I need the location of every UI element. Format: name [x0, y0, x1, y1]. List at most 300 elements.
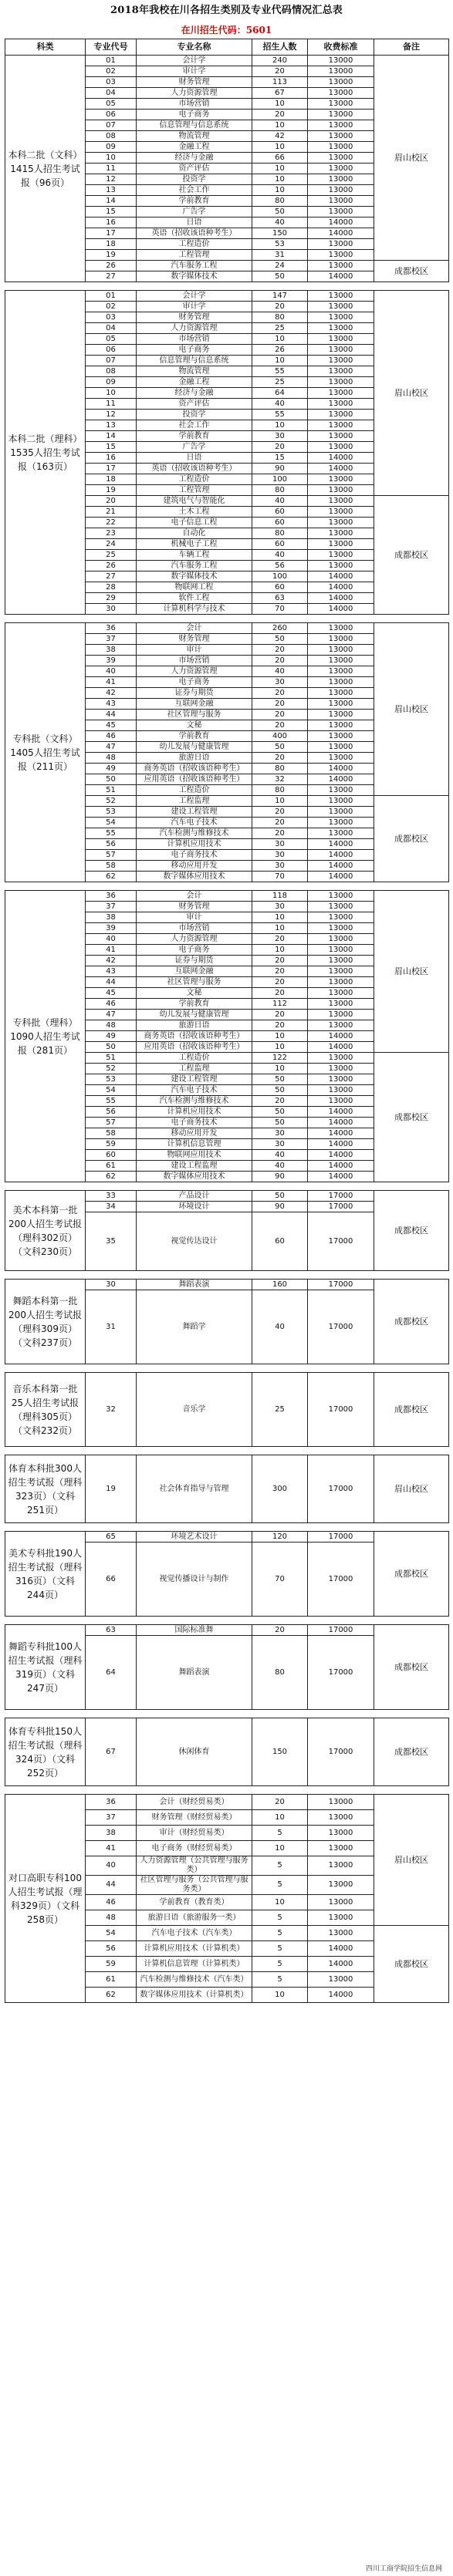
fee-cell: 17000 — [308, 1202, 374, 1212]
major-name-cell: 文秘 — [137, 720, 252, 731]
major-name-cell: 金融工程 — [137, 377, 252, 388]
fee-cell: 14000 — [308, 572, 374, 582]
major-code-cell: 14 — [86, 196, 137, 207]
major-code-cell: 45 — [86, 988, 137, 999]
quota-cell: 80 — [252, 528, 308, 539]
fee-cell: 14000 — [308, 850, 374, 861]
quota-cell: 80 — [252, 312, 308, 323]
fee-cell: 14000 — [308, 764, 374, 774]
category-cell: 对口高职专科100人招生考试报（理科329页）（文科258页） — [5, 1795, 86, 2003]
major-code-cell: 01 — [86, 291, 137, 302]
major-code-cell: 41 — [86, 945, 137, 956]
major-name-cell: 工程管理 — [137, 485, 252, 496]
fee-cell: 13000 — [308, 261, 374, 271]
major-name-cell: 汽车检测与维修技术（汽车类） — [137, 1972, 252, 1988]
quota-cell: 26 — [252, 345, 308, 356]
major-name-cell: 视觉传播设计与制作 — [137, 1543, 252, 1617]
major-name-cell: 人力资源管理（公共管理与服务类） — [137, 1856, 252, 1876]
major-name-cell: 汽车电子技术（汽车类） — [137, 1926, 252, 1941]
fee-cell: 17000 — [308, 1636, 374, 1710]
fee-cell: 13000 — [308, 550, 374, 561]
campus-remark-cell: 成都校区 — [374, 261, 449, 282]
major-name-cell: 市场营销 — [137, 99, 252, 110]
quota-cell: 10 — [252, 923, 308, 934]
fee-cell: 14000 — [308, 861, 374, 872]
major-code-cell: 16 — [86, 453, 137, 464]
quota-cell: 100 — [252, 572, 308, 582]
major-code-cell: 20 — [86, 496, 137, 507]
table-row — [5, 1373, 449, 1447]
summary-table — [5, 39, 449, 2003]
major-code-cell: 24 — [86, 539, 137, 550]
major-code-cell: 62 — [86, 872, 137, 882]
fee-cell: 13000 — [308, 323, 374, 334]
fee-cell: 13000 — [308, 828, 374, 839]
major-code-cell: 57 — [86, 1118, 137, 1128]
major-name-cell: 工程造价 — [137, 1053, 252, 1064]
quota-cell: 30 — [252, 431, 308, 442]
fee-cell: 13000 — [308, 1053, 374, 1064]
fee-cell: 17000 — [308, 1718, 374, 1786]
major-name-cell: 英语（招收该语种考生） — [137, 464, 252, 474]
section-gap — [5, 282, 449, 291]
major-name-cell: 资产评估 — [137, 164, 252, 174]
major-name-cell: 学前教育（教育类） — [137, 1895, 252, 1910]
header-row — [5, 39, 449, 56]
table-row — [5, 1455, 449, 1523]
section-gap-cell — [5, 882, 449, 891]
major-code-cell: 21 — [86, 507, 137, 518]
major-name-cell: 人力资源管理 — [137, 323, 252, 334]
quota-cell: 50 — [252, 1085, 308, 1096]
major-code-cell: 44 — [86, 977, 137, 988]
major-name-cell: 物联网工程 — [137, 582, 252, 593]
campus-remark-cell: 眉山校区 — [374, 291, 449, 496]
quota-cell: 15 — [252, 453, 308, 464]
quota-cell: 10 — [252, 1895, 308, 1910]
quota-cell: 10 — [252, 174, 308, 185]
section-gap-cell — [5, 615, 449, 623]
quota-cell: 20 — [252, 66, 308, 77]
fee-cell: 13000 — [308, 56, 374, 66]
major-code-cell: 59 — [86, 1957, 137, 1972]
fee-cell: 13000 — [308, 807, 374, 818]
major-code-cell: 39 — [86, 923, 137, 934]
quota-cell: 80 — [252, 1636, 308, 1710]
fee-cell: 14000 — [308, 464, 374, 474]
major-code-cell: 51 — [86, 785, 137, 796]
quota-cell: 5 — [252, 1926, 308, 1941]
section-gap — [5, 1523, 449, 1532]
table-row — [5, 56, 449, 66]
fee-cell: 17000 — [308, 1455, 374, 1523]
major-name-cell: 机械电子工程 — [137, 539, 252, 550]
quota-cell: 10 — [252, 1042, 308, 1053]
fee-cell: 13000 — [308, 891, 374, 902]
fee-cell: 13000 — [308, 645, 374, 656]
summary-table-wrap — [5, 39, 448, 2003]
major-code-cell: 17 — [86, 228, 137, 239]
major-name-cell: 工程造价 — [137, 239, 252, 250]
fee-cell: 14000 — [308, 604, 374, 615]
quota-cell: 10 — [252, 334, 308, 345]
major-name-cell: 会计学 — [137, 291, 252, 302]
fee-cell: 13000 — [308, 956, 374, 966]
section-gap — [5, 1710, 449, 1718]
fee-cell: 17000 — [308, 1373, 374, 1447]
major-code-cell: 51 — [86, 1053, 137, 1064]
quota-cell: 56 — [252, 561, 308, 572]
major-name-cell: 工程造价 — [137, 785, 252, 796]
major-name-cell: 学前教育 — [137, 999, 252, 1010]
fee-cell: 13000 — [308, 356, 374, 366]
major-code-cell: 07 — [86, 120, 137, 131]
campus-remark-cell: 眉山校区 — [374, 56, 449, 261]
fee-cell: 14000 — [308, 582, 374, 593]
major-code-cell: 28 — [86, 582, 137, 593]
major-code-cell: 01 — [86, 56, 137, 66]
major-name-cell: 会计（财经贸易类） — [137, 1795, 252, 1810]
fee-cell: 13000 — [308, 1096, 374, 1107]
quota-cell: 53 — [252, 239, 308, 250]
major-code-cell: 38 — [86, 1826, 137, 1841]
quota-cell: 10 — [252, 99, 308, 110]
section-gap-cell — [5, 1271, 449, 1280]
major-name-cell: 财务管理 — [137, 77, 252, 88]
major-name-cell: 旅游日语 — [137, 753, 252, 764]
major-name-cell: 数字媒体应用技术（计算机类） — [137, 1988, 252, 2003]
major-code-cell: 36 — [86, 1795, 137, 1810]
major-name-cell: 经济与金融 — [137, 153, 252, 164]
major-name-cell: 资产评估 — [137, 399, 252, 410]
major-name-cell: 工程监理 — [137, 796, 252, 807]
section-gap — [5, 1447, 449, 1455]
quota-cell: 25 — [252, 1373, 308, 1447]
fee-cell: 13000 — [308, 207, 374, 217]
header-remark: 备注 — [374, 39, 449, 56]
quota-cell: 20 — [252, 807, 308, 818]
fee-cell: 13000 — [308, 388, 374, 399]
quota-cell: 30 — [252, 861, 308, 872]
fee-cell: 13000 — [308, 677, 374, 688]
major-name-cell: 汽车服务工程 — [137, 561, 252, 572]
quota-cell: 50 — [252, 271, 308, 282]
fee-cell: 13000 — [308, 377, 374, 388]
major-code-cell: 09 — [86, 142, 137, 153]
major-name-cell: 国际标准舞 — [137, 1625, 252, 1636]
fee-cell: 14000 — [308, 1150, 374, 1161]
header-code: 专业代号 — [86, 39, 137, 56]
fee-cell: 13000 — [308, 688, 374, 699]
category-cell: 美术本科第一批200人招生考试报（理科302页）（文科230页） — [5, 1191, 86, 1271]
major-code-cell: 11 — [86, 164, 137, 174]
major-code-cell: 32 — [86, 1373, 137, 1447]
campus-remark-cell: 成都校区 — [374, 1625, 449, 1710]
fee-cell: 13000 — [308, 731, 374, 742]
fee-cell: 13000 — [308, 710, 374, 720]
quota-cell: 50 — [252, 634, 308, 645]
fee-cell: 13000 — [308, 302, 374, 312]
fee-cell: 13000 — [308, 999, 374, 1010]
major-code-cell: 53 — [86, 1074, 137, 1085]
major-name-cell: 财务管理 — [137, 902, 252, 912]
major-code-cell: 33 — [86, 1191, 137, 1202]
fee-cell: 13000 — [308, 623, 374, 634]
quota-cell: 40 — [252, 1161, 308, 1172]
major-code-cell: 43 — [86, 966, 137, 977]
quota-cell: 50 — [252, 1118, 308, 1128]
quota-cell: 20 — [252, 1020, 308, 1031]
campus-remark-cell: 眉山校区 — [374, 1455, 449, 1523]
major-name-cell: 审计学 — [137, 66, 252, 77]
fee-cell: 14000 — [308, 1172, 374, 1182]
fee-cell: 13000 — [308, 1895, 374, 1910]
fee-cell: 13000 — [308, 399, 374, 410]
major-code-cell: 07 — [86, 356, 137, 366]
quota-cell: 20 — [252, 699, 308, 710]
major-name-cell: 证券与期货 — [137, 688, 252, 699]
quota-cell: 55 — [252, 410, 308, 420]
major-name-cell: 互联网金融 — [137, 699, 252, 710]
quota-cell: 300 — [252, 1455, 308, 1523]
fee-cell: 13000 — [308, 1826, 374, 1841]
fee-cell: 17000 — [308, 1543, 374, 1617]
quota-cell: 20 — [252, 977, 308, 988]
major-name-cell: 市场营销 — [137, 656, 252, 666]
quota-cell: 64 — [252, 388, 308, 399]
fee-cell: 13000 — [308, 1795, 374, 1810]
quota-cell: 150 — [252, 1718, 308, 1786]
major-code-cell: 48 — [86, 753, 137, 764]
major-name-cell: 审计 — [137, 645, 252, 656]
major-name-cell: 视觉传达设计 — [137, 1212, 252, 1271]
fee-cell: 17000 — [308, 1212, 374, 1271]
fee-cell: 14000 — [308, 1042, 374, 1053]
fee-cell: 17000 — [308, 1191, 374, 1202]
quota-cell: 40 — [252, 1290, 308, 1364]
major-name-cell: 英语（招收该语种考生） — [137, 228, 252, 239]
major-name-cell: 建设工程管理 — [137, 807, 252, 818]
fee-cell: 14000 — [308, 774, 374, 785]
quota-cell: 24 — [252, 261, 308, 271]
quota-cell: 5 — [252, 1856, 308, 1876]
category-cell: 舞蹈本科第一批200人招生考试报（理科309页）（文科237页） — [5, 1280, 86, 1364]
quota-cell: 50 — [252, 207, 308, 217]
quota-cell: 25 — [252, 323, 308, 334]
quota-cell: 40 — [252, 399, 308, 410]
fee-cell: 13000 — [308, 66, 374, 77]
quota-cell: 5 — [252, 1910, 308, 1926]
major-code-cell: 40 — [86, 934, 137, 945]
major-code-cell: 57 — [86, 850, 137, 861]
major-name-cell: 电子商务 — [137, 677, 252, 688]
major-name-cell: 软件工程 — [137, 593, 252, 604]
fee-cell: 14000 — [308, 228, 374, 239]
fee-cell: 13000 — [308, 912, 374, 923]
major-code-cell: 48 — [86, 1020, 137, 1031]
quota-cell: 80 — [252, 785, 308, 796]
category-cell: 专科批（文科）1405人招生考试报（211页） — [5, 623, 86, 882]
major-code-cell: 12 — [86, 410, 137, 420]
major-code-cell: 10 — [86, 388, 137, 399]
major-name-cell: 电子商务 — [137, 345, 252, 356]
fee-cell: 17000 — [308, 1625, 374, 1636]
major-code-cell: 44 — [86, 1876, 137, 1895]
major-code-cell: 06 — [86, 110, 137, 120]
quota-cell: 5 — [252, 1957, 308, 1972]
section-gap — [5, 615, 449, 623]
quota-cell: 10 — [252, 945, 308, 956]
fee-cell: 13000 — [308, 131, 374, 142]
major-name-cell: 工程造价 — [137, 474, 252, 485]
major-code-cell: 22 — [86, 518, 137, 528]
quota-cell: 10 — [252, 120, 308, 131]
fee-cell: 14000 — [308, 1941, 374, 1957]
quota-cell: 40 — [252, 1150, 308, 1161]
fee-cell: 13000 — [308, 1926, 374, 1941]
fee-cell: 13000 — [308, 656, 374, 666]
fee-cell: 13000 — [308, 966, 374, 977]
category-cell: 专科批（理科）1090人招生考试报（281页） — [5, 891, 86, 1182]
quota-cell: 240 — [252, 56, 308, 66]
category-cell: 本科二批（理科）1535人招生考试报（163页） — [5, 291, 86, 615]
category-cell: 音乐本科第一批25人招生考试报（理科305页）（文科232页） — [5, 1373, 86, 1447]
header-fee: 收费标准 — [308, 39, 374, 56]
quota-cell: 70 — [252, 1543, 308, 1617]
major-code-cell: 30 — [86, 604, 137, 615]
quota-cell: 147 — [252, 291, 308, 302]
quota-cell: 10 — [252, 356, 308, 366]
quota-cell: 10 — [252, 796, 308, 807]
fee-cell: 13000 — [308, 312, 374, 323]
major-name-cell: 学前教育 — [137, 731, 252, 742]
fee-cell: 13000 — [308, 1064, 374, 1074]
campus-remark-cell: 成都校区 — [374, 1373, 449, 1447]
quota-cell: 5 — [252, 1972, 308, 1988]
major-name-cell: 舞蹈学 — [137, 1290, 252, 1364]
quota-cell: 10 — [252, 142, 308, 153]
section-gap-cell — [5, 1364, 449, 1373]
quota-cell: 60 — [252, 1212, 308, 1271]
major-name-cell: 社区管理与服务 — [137, 977, 252, 988]
fee-cell: 13000 — [308, 420, 374, 431]
category-cell: 体育专科批150人招生考试报（理科324页）（文科252页） — [5, 1718, 86, 1786]
fee-cell: 13000 — [308, 99, 374, 110]
table-row — [5, 1191, 449, 1202]
quota-cell: 31 — [252, 250, 308, 261]
campus-remark-cell: 成都校区 — [374, 1053, 449, 1182]
fee-cell: 17000 — [308, 1532, 374, 1543]
header-major: 专业名称 — [137, 39, 252, 56]
fee-cell: 13000 — [308, 1876, 374, 1895]
major-code-cell: 09 — [86, 377, 137, 388]
table-row — [5, 623, 449, 634]
section-gap — [5, 1271, 449, 1280]
quota-cell: 20 — [252, 1795, 308, 1810]
section-gap-cell — [5, 1182, 449, 1191]
quota-cell: 50 — [252, 1191, 308, 1202]
quota-cell: 113 — [252, 77, 308, 88]
quota-cell: 25 — [252, 377, 308, 388]
quota-cell: 20 — [252, 934, 308, 945]
quota-cell: 20 — [252, 110, 308, 120]
category-cell: 本科二批（文科）1415人招生考试报（96页） — [5, 56, 86, 282]
quota-cell: 20 — [252, 956, 308, 966]
quota-cell: 80 — [252, 764, 308, 774]
major-code-cell: 03 — [86, 77, 137, 88]
quota-cell: 40 — [252, 550, 308, 561]
quota-cell: 100 — [252, 474, 308, 485]
major-name-cell: 审计学 — [137, 302, 252, 312]
major-code-cell: 61 — [86, 1161, 137, 1172]
category-cell: 舞蹈专科批100人招生考试报（理科319页）（文科247页） — [5, 1625, 86, 1710]
fee-cell: 13000 — [308, 945, 374, 956]
fee-cell: 14000 — [308, 593, 374, 604]
quota-cell: 122 — [252, 1053, 308, 1064]
major-code-cell: 05 — [86, 99, 137, 110]
quota-cell: 50 — [252, 1107, 308, 1118]
fee-cell: 13000 — [308, 720, 374, 731]
quota-cell: 90 — [252, 464, 308, 474]
major-name-cell: 电子信息工程 — [137, 518, 252, 528]
major-code-cell: 27 — [86, 572, 137, 582]
fee-cell: 13000 — [308, 1020, 374, 1031]
quota-cell: 80 — [252, 196, 308, 207]
major-code-cell: 37 — [86, 1810, 137, 1826]
header-category: 科类 — [5, 39, 86, 56]
quota-cell: 5 — [252, 1826, 308, 1841]
major-name-cell: 汽车检测与维修技术 — [137, 1096, 252, 1107]
major-name-cell: 计算机应用技术 — [137, 1107, 252, 1118]
major-name-cell: 舞蹈表演 — [137, 1280, 252, 1290]
major-code-cell: 08 — [86, 366, 137, 377]
fee-cell: 14000 — [308, 217, 374, 228]
major-code-cell: 18 — [86, 474, 137, 485]
fee-cell: 13000 — [308, 1010, 374, 1020]
quota-cell: 20 — [252, 818, 308, 828]
major-code-cell: 17 — [86, 464, 137, 474]
fee-cell: 14000 — [308, 1107, 374, 1118]
major-name-cell: 社区管理与服务（公共管理与服务类） — [137, 1876, 252, 1895]
fee-cell: 17000 — [308, 1280, 374, 1290]
campus-remark-cell: 成都校区 — [374, 796, 449, 882]
major-name-cell: 学前教育 — [137, 431, 252, 442]
major-code-cell: 56 — [86, 1941, 137, 1957]
major-name-cell: 投资学 — [137, 410, 252, 420]
major-name-cell: 汽车电子技术 — [137, 1085, 252, 1096]
major-name-cell: 人力资源管理 — [137, 88, 252, 99]
fee-cell: 13000 — [308, 539, 374, 550]
fee-cell: 13000 — [308, 518, 374, 528]
fee-cell: 14000 — [308, 872, 374, 882]
quota-cell: 20 — [252, 710, 308, 720]
major-code-cell: 30 — [86, 1280, 137, 1290]
major-name-cell: 车辆工程 — [137, 550, 252, 561]
major-name-cell: 工程管理 — [137, 250, 252, 261]
major-code-cell: 26 — [86, 261, 137, 271]
quota-cell: 20 — [252, 1625, 308, 1636]
major-name-cell: 金融工程 — [137, 142, 252, 153]
major-name-cell: 经济与金融 — [137, 388, 252, 399]
campus-remark-cell: 眉山校区 — [374, 891, 449, 1053]
fee-cell: 13000 — [308, 88, 374, 99]
table-row — [5, 1532, 449, 1543]
quota-cell: 90 — [252, 1202, 308, 1212]
table-row — [5, 1795, 449, 1810]
major-code-cell: 46 — [86, 731, 137, 742]
major-name-cell: 物联网应用技术 — [137, 1150, 252, 1161]
major-code-cell: 05 — [86, 334, 137, 345]
